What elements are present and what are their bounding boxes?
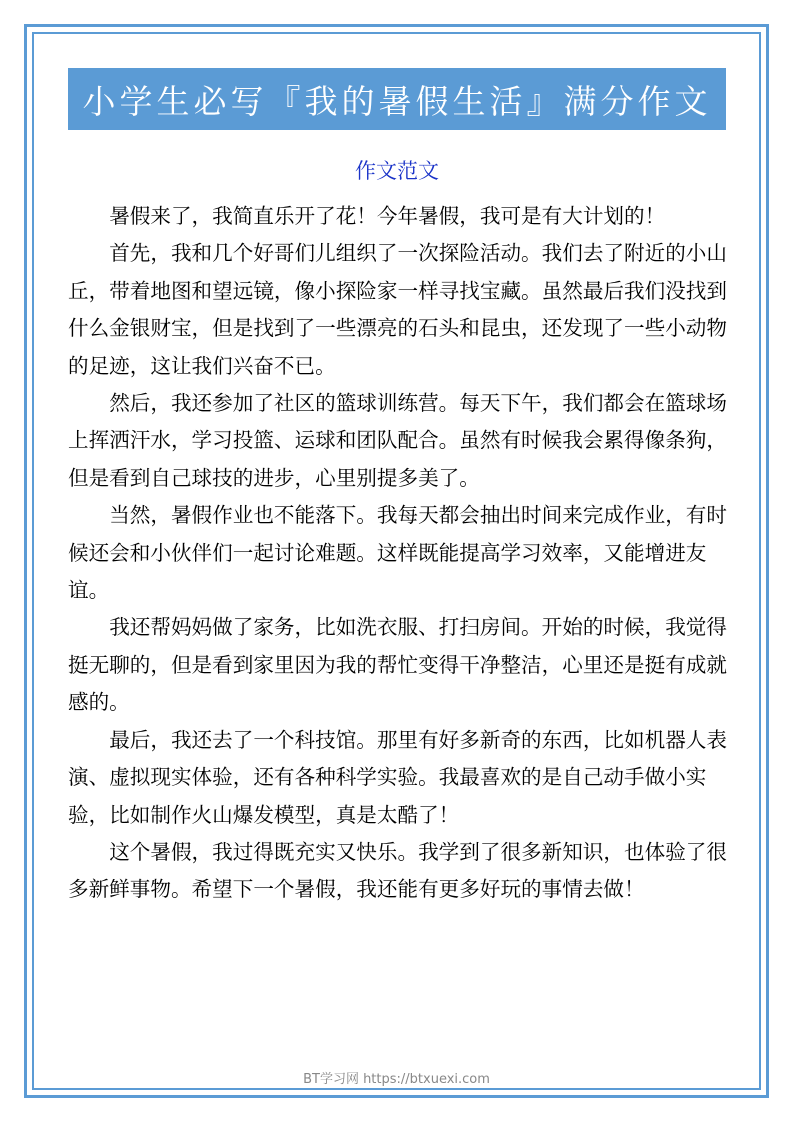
paragraph-7: 这个暑假，我过得既充实又快乐。我学到了很多新知识，也体验了很多新鲜事物。希望下一个暑假，我还能有更多好玩的事情去做！ <box>68 839 727 902</box>
paragraph-5: 我还帮妈妈做了家务，比如洗衣服、打扫房间。开始的时候，我觉得挺无聊的，但是看到家里因为我的帮忙变得干净整洁，心里还是挺有成就感的。 <box>68 615 727 715</box>
paragraph-2: 首先，我和几个好哥们儿组织了一次探险活动。我们去了附近的小山丘，带着地图和望远镜，像小探险家一样寻找宝藏。虽然最后我们没找到什么金银财宝，但是找到了一些漂亮的石头和昆虫，还发现了一些小动物的足迹，这让我们兴奋不已。 <box>68 241 727 378</box>
paragraph-1: 暑假来了，我简直乐开了花！今年暑假，我可是有大计划的！ <box>109 204 666 228</box>
paragraph-6: 最后，我还去了一个科技馆。那里有好多新奇的东西，比如机器人表演、虚拟现实体验，还有各种科学实验。我最喜欢的是自己动手做小实验，比如制作火山爆发模型，真是太酷了！ <box>68 727 727 827</box>
essay-body <box>68 198 736 909</box>
footer-watermark: BT学习网 https://btxuexi.com <box>303 1072 490 1087</box>
title-banner <box>68 68 726 130</box>
paragraph-3: 然后，我还参加了社区的篮球训练营。每天下午，我们都会在篮球场上挥洒汗水，学习投篮、运球和团队配合。虽然有时候我会累得像条狗，但是看到自己球技的进步，心里别提多美了。 <box>68 391 727 490</box>
document-subtitle: 作文范文 <box>355 159 439 183</box>
paragraph-4: 当然，暑假作业也不能落下。我每天都会抽出时间来完成作业，有时候还会和小伙伴们一起讨论难题。这样既能提高学习效率，又能增进友谊。 <box>68 503 727 603</box>
document-title: 小学生必写『我的暑假生活』满分作文 <box>82 81 712 121</box>
